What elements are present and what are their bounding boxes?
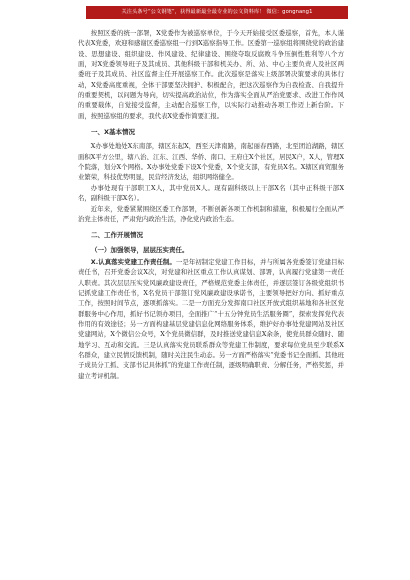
party-responsibility-paragraph — [78, 257, 344, 381]
paragraph-lead: X.认真落实党建工作责任制。 — [90, 257, 176, 266]
intro-paragraph: 按照区委的统一部署，X党委作为被巡察单位，于今天开始接受区委巡察，首先，本人谨代表X党委，欢迎和感谢区委巡察组一行到X巡察指导工作。区委第一巡察组将围绕党的政治建设、思想建设、组织建设、作风建设、纪律建设、围绕夺取反腐败斗争压倒性胜利等八个方面，对X党委领导班子及其成员、其他科级干部和机关办、所、站、中心主要负责人及社区两委班子及其成员、社区监督主任开展巡察工作。此次巡察是落实上级部署决策要求的具体行动，X党委高度重视，全体干部要坚决拥护、积极配合，把这次巡察作为自我检查、自我提升的重要契机，以问题为导向，切实提高政治站位，作为落实全面从严治党要求、改进工作作风的重要载体，自觉接受监督，主动配合巡察工作，以实际行动推动各项工作迈上新台阶。下面，按照巡察组的要求，我代表X党委作简要汇报。 — [78, 29, 344, 120]
staff-paragraph: 办事处现有干部职工X人，其中党员X人。现有副科级以上干部X名（其中正科级干部X名，副科级干部X名）。 — [78, 183, 344, 203]
paragraph-body: 一是年初制定党建工作目标，并与所属各党委签订党建目标责任书，召开党委会议X次，对党建和社区重点工作认真谋划、部署，认真履行党建第一责任人职责。其次层层压实党风廉政建设责任，严格规范党委主体责任，并逐层签订各级党组织书记抓党建工作责任书，X名党员干部签订党风廉政建设承诺书，主要领导把好方向、抓好重点工作，按照时间节点，逐项抓落实。二是一方面充分发挥南口社区开放式组织基地和各社区党群服务中心作用，抓好书记领办项目，全面推广“十五分钟党员生活服务圈”，探索发挥党代表作用的有效途径；另一方面构建基层党建信息化网络服务体系，维护好办事处党建网站及社区党建网站，X个微信公众号，X个党员微信群，及时推送党建信息X余条，使党员群众随时、随地学习、互动和交流。三是认真落实党员联系群众等党建工作制度，要求每位党员至少联系X名群众，建立民情反馈机制，随时关注民生动态。另一方面严格落实“党委书记全面抓、其他班子成员分工抓、支部书记具体抓”的党建工作责任制，逐级明确职责、分解任务，严格奖惩，并建立考评机制。 — [78, 257, 345, 380]
promo-banner: 关注头条号“公文钢笔”，获得最新最全最专业的公文资料库！ 微信：gongnang1 — [86, 6, 348, 19]
basic-info-paragraph: X办事处地处X东南部，辖区东起X，西至天津南路，南起丽春西路，北至团泊湖路，辖区面积X平方公里，辖八治、江东、江西、华侨、南口、王府庄X个社区，居民X户，X人，管理X个院落，划分X个网格。X办事处党委下设X个党委，X个党支部，有党员X名。X辖区商贸服务业繁荣，科技优势明显，民营经济发达，组织网络健全。 — [78, 142, 344, 182]
section-heading-basic-info: 一、X基本情况 — [91, 128, 136, 137]
document-body — [78, 28, 344, 381]
section-heading-work: 二、工作开展情况 — [91, 231, 143, 240]
recent-years-paragraph: 近年来，党委紧紧围绕区委工作部署，不断创新各项工作机制和措施，积极履行全面从严治党主体责任，严肃党内政治生活，净化党内政治生态。 — [78, 204, 344, 223]
subsection-heading-leadership: （一）加强领导，层层压实责任。 — [91, 245, 189, 254]
